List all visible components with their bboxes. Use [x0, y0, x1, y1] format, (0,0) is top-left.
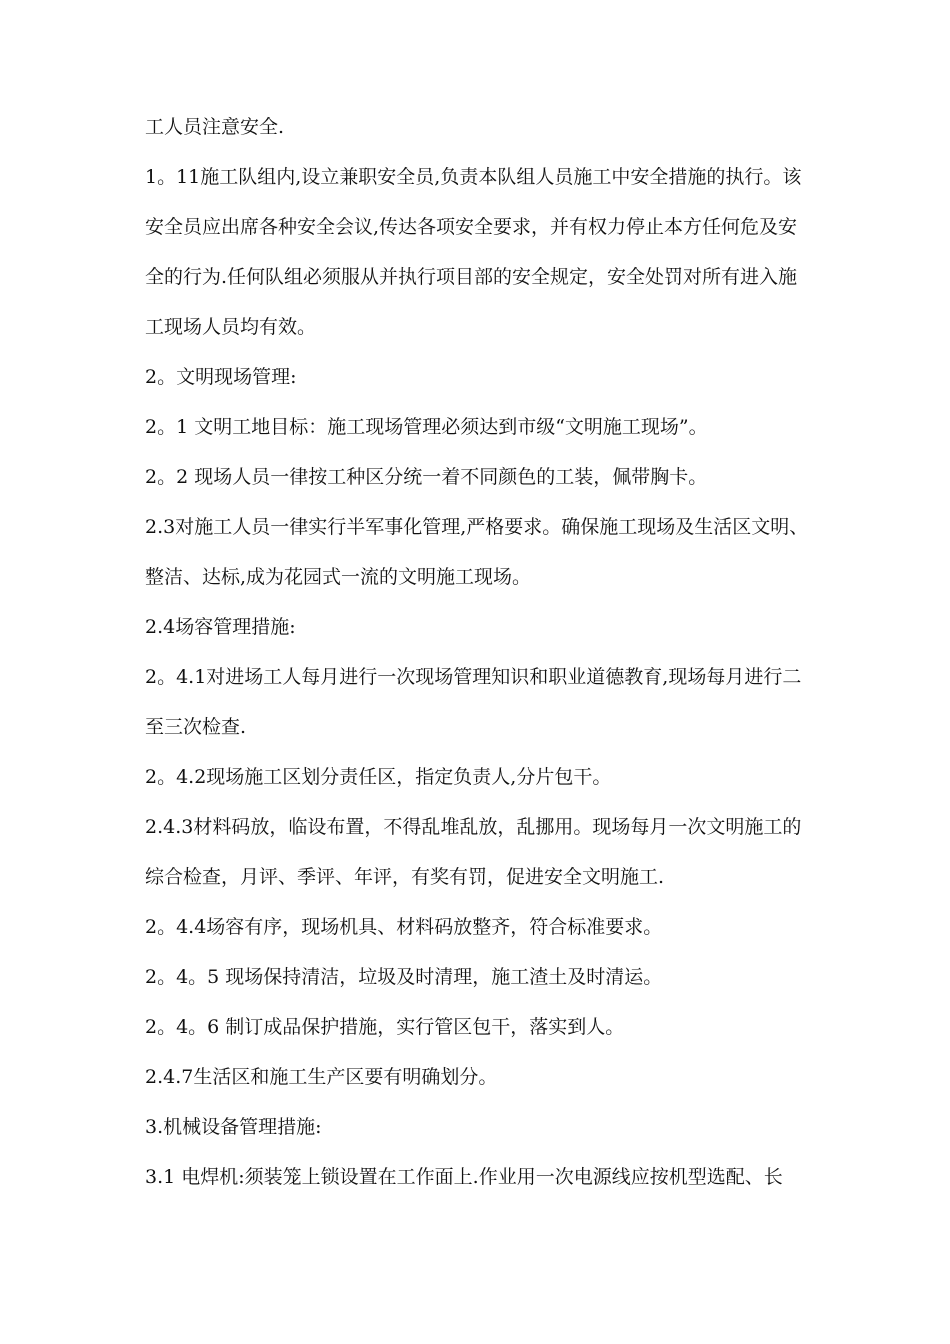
document-body	[145, 102, 815, 1202]
paragraph-line: 1。11施工队组内,设立兼职安全员,负责本队组人员施工中安全措施的执行。该	[145, 166, 802, 188]
paragraph-line: 2。1 文明工地目标：施工现场管理必须达到市级“文明施工现场”。	[145, 416, 708, 438]
paragraph-line: 整洁、达标,成为花园式一流的文明施工现场。	[145, 566, 532, 588]
section-heading: 2。文明现场管理:	[145, 366, 297, 388]
paragraph-line: 2。4.4场容有序，现场机具、材料码放整齐，符合标准要求。	[145, 916, 663, 938]
paragraph-line: 2.4.3材料码放，临设布置，不得乱堆乱放，乱挪用。现场每月一次文明施工的	[145, 816, 802, 838]
paragraph-line: 工现场人员均有效。	[145, 316, 317, 338]
paragraph-line: 3.1 电焊机:须装笼上锁设置在工作面上.作业用一次电源线应按机型选配、长	[145, 1166, 783, 1188]
subsection-heading: 2.4场容管理措施:	[145, 616, 296, 638]
paragraph-line: 2。4.1对进场工人每月进行一次现场管理知识和职业道德教育,现场每月进行二	[145, 666, 802, 688]
paragraph-line: 安全员应出席各种安全会议,传达各项安全要求，并有权力停止本方任何危及安	[145, 216, 798, 238]
paragraph-line: 全的行为.任何队组必须服从并执行项目部的安全规定，安全处罚对所有进入施	[145, 266, 798, 288]
paragraph-line: 工人员注意安全.	[145, 116, 285, 138]
section-heading: 3.机械设备管理措施:	[145, 1116, 322, 1138]
paragraph-line: 至三次检查.	[145, 716, 247, 738]
paragraph-line: 2.4.7生活区和施工生产区要有明确划分。	[145, 1066, 498, 1088]
paragraph-line: 2。4.2现场施工区划分责任区，指定负责人,分片包干。	[145, 766, 612, 788]
paragraph-line: 2.3对施工人员一律实行半军事化管理,严格要求。确保施工现场及生活区文明、	[145, 516, 809, 538]
paragraph-line: 综合检查，月评、季评、年评，有奖有罚，促进安全文明施工.	[145, 866, 665, 888]
paragraph-line: 2。2 现场人员一律按工种区分统一着不同颜色的工装，佩带胸卡。	[145, 466, 708, 488]
paragraph-line: 2。4。6 制订成品保护措施，实行管区包干，落实到人。	[145, 1016, 625, 1038]
paragraph-line: 2。4。5 现场保持清洁，垃圾及时清理，施工渣土及时清运。	[145, 966, 663, 988]
